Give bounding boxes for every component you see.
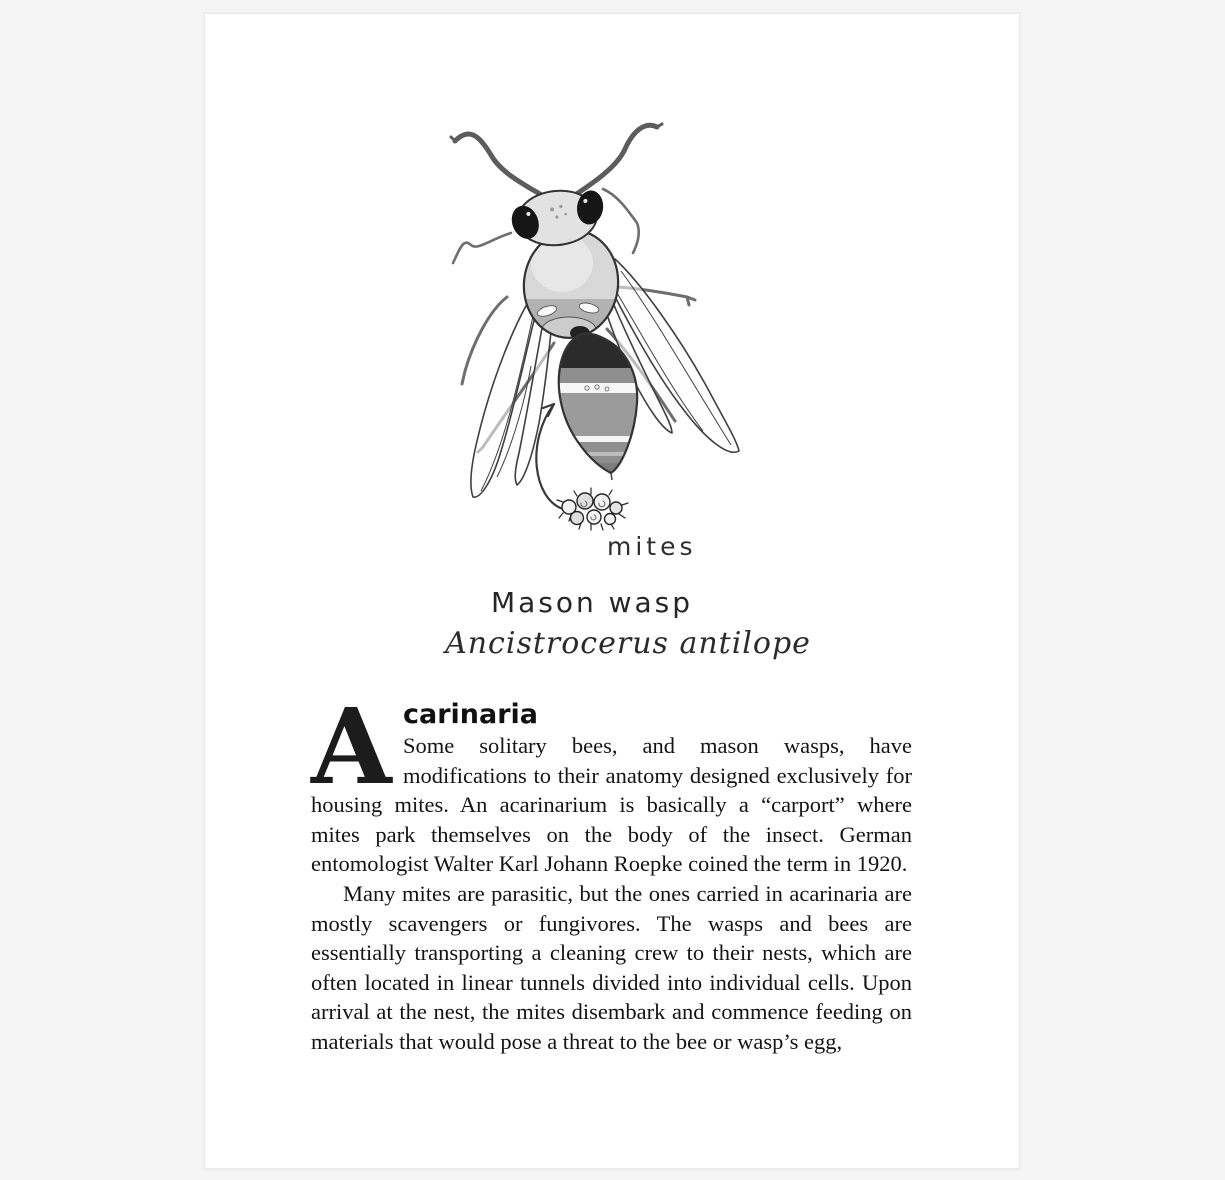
species-name-caption: Ancistrocerus antilope: [445, 626, 811, 661]
dropcap-letter: A: [311, 685, 392, 808]
common-name-caption: Mason wasp: [490, 586, 694, 619]
book-page: [204, 13, 1020, 1169]
mites-label: mites: [607, 532, 697, 561]
mason-wasp-illustration: [441, 111, 881, 561]
entry-paragraph-2: Many mites are parasitic, but the ones carried in acarinaria are mostly scavengers or fungivores. The wasps and bees are essentially transporting a cleaning crew to their nests, which are often located in linear tunnels divided into individual cells. Upon arrival at the nest, the mites disembark and commence feeding on materials that would pose a threat to the bee or wasp’s egg,: [311, 880, 912, 1054]
entry-paragraph-1: Some solitary bees, and mason wasps, have modifications to their anatomy designed exclusively for housing mites. An acarinarium is basically a “carport” where mites park themselves on the body of the insect. German entomologist Walter Karl Johann Roepke coined the term in 1920.: [311, 733, 912, 877]
encyclopedia-entry: [311, 685, 912, 1057]
mites-cluster: [557, 488, 628, 530]
mason-wasp-drawing-svg: [441, 111, 881, 561]
entry-title: carinaria: [403, 699, 539, 730]
wasp-antennae: [451, 124, 662, 197]
